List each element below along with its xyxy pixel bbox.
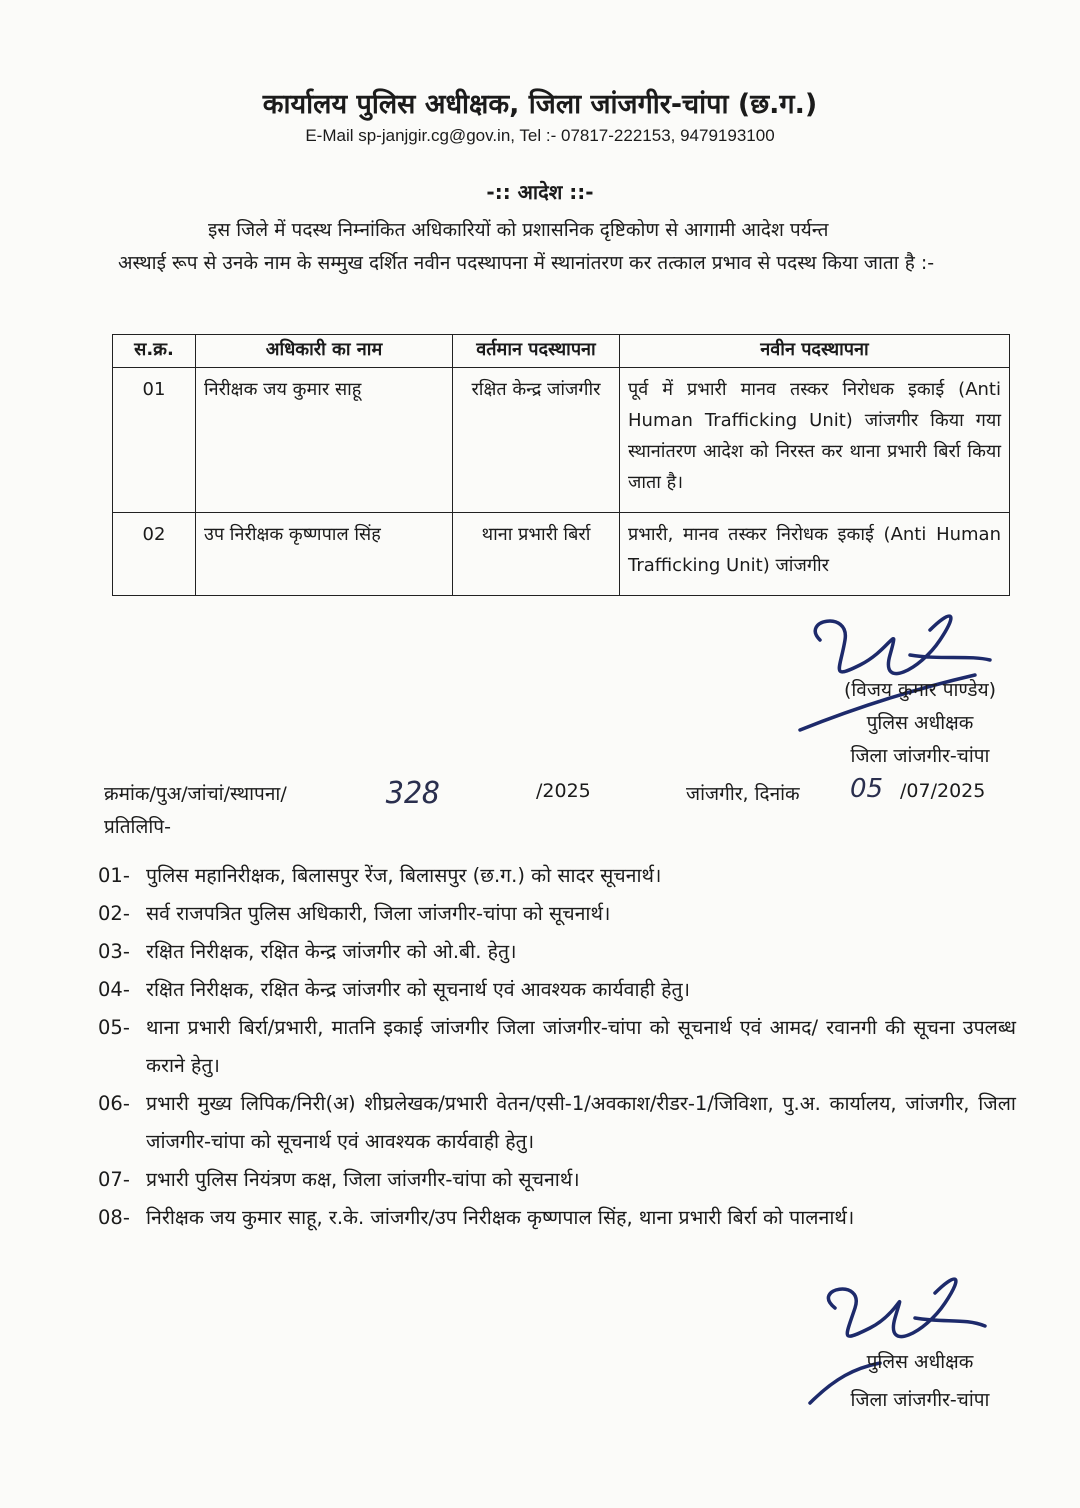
copy-label: प्रतिलिपि- xyxy=(104,816,171,838)
list-item-text: प्रभारी पुलिस नियंत्रण कक्ष, जिला जांजगीर-चांपा को सूचनार्थ। xyxy=(146,1168,580,1191)
list-item-number: 02- xyxy=(98,902,130,925)
header-sno: स.क्र. xyxy=(113,335,196,368)
cell-officer-name: निरीक्षक जय कुमार साहू xyxy=(196,368,453,513)
list-item-number: 05- xyxy=(98,1016,130,1039)
list-item xyxy=(98,971,1016,1009)
list-item-number: 08- xyxy=(98,1206,130,1229)
header-current-posting: वर्तमान पदस्थापना xyxy=(453,335,620,368)
cell-sno: 01 xyxy=(113,368,196,513)
office-title: कार्यालय पुलिस अधीक्षक, जिला जांजगीर-चांपा (छ.ग.) xyxy=(262,89,818,120)
list-item-number: 04- xyxy=(98,978,130,1001)
signatory-designation-copy: पुलिस अधीक्षक xyxy=(866,1351,974,1373)
list-item xyxy=(98,1199,1016,1237)
list-item xyxy=(98,1009,1016,1085)
list-item-number: 06- xyxy=(98,1092,130,1115)
intro-first-line: इस जिले में पदस्थ निम्नांकित अधिकारियों को प्रशासनिक दृष्टिकोण से आगामी आदेश पर्यन्त xyxy=(208,219,829,241)
distribution-list xyxy=(98,857,1016,1237)
reference-date-label: जांजगीर, दिनांक xyxy=(686,783,800,805)
list-item-text: प्रभारी मुख्य लिपिक/निरी(अ) शीघ्रलेखक/प्रभारी वेतन/एसी-1/अवकाश/रीडर-1/जिविशा, पु.अ. कार्यालय, जांजगीर, जिला जांजगीर-चांपा को सूचनार्थ एवं आवश्यक कार्यवाही हेतु। xyxy=(146,1092,1016,1153)
table-header-row xyxy=(113,335,1010,368)
office-contact: E-Mail sp-janjgir.cg@gov.in, Tel :- 07817-222153, 9479193100 xyxy=(305,126,775,145)
list-item-text: सर्व राजपत्रित पुलिस अधिकारी, जिला जांजगीर-चांपा को सूचनार्थ। xyxy=(146,902,611,925)
list-item-text: निरीक्षक जय कुमार साहू, र.के. जांजगीर/उप निरीक्षक कृष्णपाल सिंह, थाना प्रभारी बिर्रा को पालनार्थ। xyxy=(146,1206,855,1229)
list-item xyxy=(98,895,1016,933)
list-item-text: थाना प्रभारी बिर्रा/प्रभारी, मातनि इकाई जांजगीर जिला जांजगीर-चांपा को सूचनार्थ एवं आमद/ रवानगी की सूचना उपलब्ध कराने हेतु। xyxy=(146,1016,1016,1077)
transfer-table xyxy=(112,334,1010,596)
cell-new-posting: पूर्व में प्रभारी मानव तस्कर निरोधक इकाई (Anti Human Trafficking Unit) जांजगीर किया गया स्थानांतरण आदेश को निरस्त कर थाना प्रभारी बिर्रा किया जाता है। xyxy=(620,368,1010,513)
list-item xyxy=(98,1161,1016,1199)
signatory-district: जिला जांजगीर-चांपा xyxy=(850,745,990,767)
reference-year: /2025 xyxy=(536,780,591,802)
list-item-number: 03- xyxy=(98,940,130,963)
reference-date-rest: /07/2025 xyxy=(900,780,986,802)
cell-current-posting: थाना प्रभारी बिर्रा xyxy=(453,513,620,596)
list-item-text: रक्षित निरीक्षक, रक्षित केन्द्र जांजगीर को ओ.बी. हेतु। xyxy=(146,940,517,963)
signatory-name: (विजय कुमार पाण्डेय) xyxy=(843,679,997,701)
list-item xyxy=(98,857,1016,895)
header-new-posting: नवीन पदस्थापना xyxy=(620,335,1010,368)
list-item xyxy=(98,933,1016,971)
header-officer-name: अधिकारी का नाम xyxy=(196,335,453,368)
signatory-district-copy: जिला जांजगीर-चांपा xyxy=(850,1389,990,1411)
list-item-text: पुलिस महानिरीक्षक, बिलासपुर रेंज, बिलासपुर (छ.ग.) को सादर सूचनार्थ। xyxy=(146,864,662,887)
reference-prefix: क्रमांक/पुअ/जांचां/स्थापना/ xyxy=(104,783,287,805)
intro-rest: अस्थाई रूप से उनके नाम के सम्मुख दर्शित नवीन पदस्थापना में स्थानांतरण कर तत्काल प्रभाव से पदस्थ किया जाता है :- xyxy=(118,252,935,274)
list-item-text: रक्षित निरीक्षक, रक्षित केन्द्र जांजगीर को सूचनार्थ एवं आवश्यक कार्यवाही हेतु। xyxy=(146,978,691,1001)
table-row xyxy=(113,513,1010,596)
cell-officer-name: उप निरीक्षक कृष्णपाल सिंह xyxy=(196,513,453,596)
table-row xyxy=(113,368,1010,513)
reference-number: 328 xyxy=(386,776,441,811)
order-intro xyxy=(118,214,1020,280)
signatory-designation: पुलिस अधीक्षक xyxy=(866,712,974,734)
cell-sno: 02 xyxy=(113,513,196,596)
cell-new-posting: प्रभारी, मानव तस्कर निरोधक इकाई (Anti Human Trafficking Unit) जांजगीर xyxy=(620,513,1010,596)
order-heading: -:: आदेश ::- xyxy=(486,180,594,204)
list-item-number: 07- xyxy=(98,1168,130,1191)
list-item xyxy=(98,1085,1016,1161)
cell-current-posting: रक्षित केन्द्र जांजगीर xyxy=(453,368,620,513)
list-item-number: 01- xyxy=(98,864,130,887)
reference-date-day: 05 xyxy=(850,774,884,804)
